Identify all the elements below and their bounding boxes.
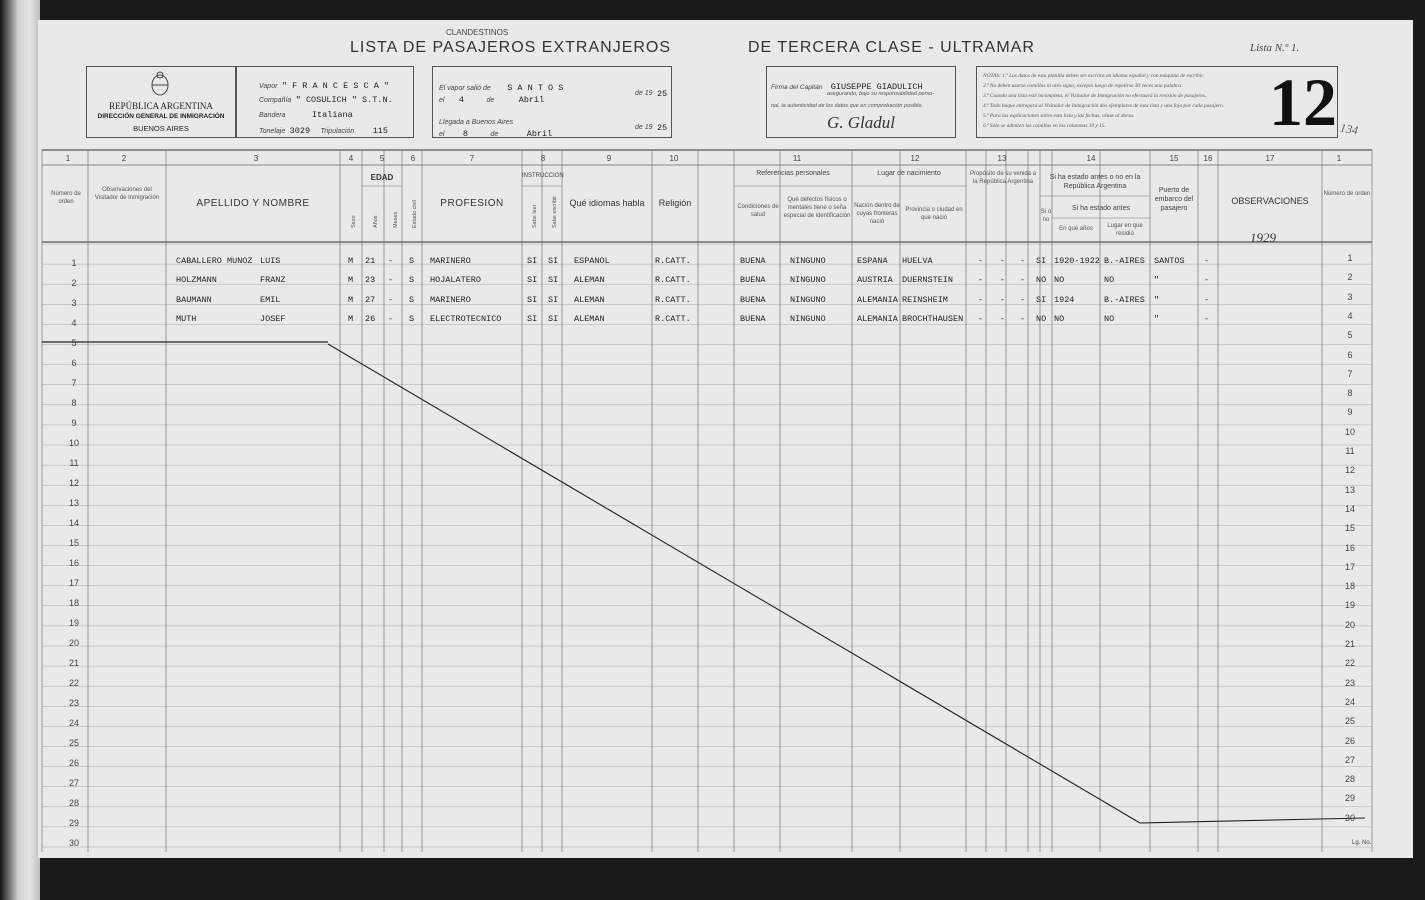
- passenger-idioma: ALEMAN: [574, 275, 605, 286]
- header-sexo: Sexo: [351, 215, 357, 228]
- row-number-right: 30: [1344, 812, 1355, 823]
- notes-box: [976, 66, 1338, 138]
- passenger-anos: 1920-1922: [1054, 256, 1100, 266]
- passenger-p1: -: [978, 313, 984, 324]
- passenger-religion: R.CATT.: [655, 294, 691, 305]
- passenger-p1: -: [978, 256, 984, 266]
- passenger-sexo: M: [348, 275, 354, 286]
- row-number-right: 6: [1347, 349, 1353, 360]
- passenger-religion: R.CATT.: [655, 313, 691, 324]
- passenger-defectos: NINGUNO: [790, 294, 826, 305]
- passenger-nacion: ALEMANIA: [857, 313, 898, 324]
- column-number: 7: [469, 154, 475, 163]
- row-number-right: 8: [1347, 388, 1353, 399]
- passenger-provincia: REINSHEIM: [902, 294, 948, 305]
- passenger-profesion: MARINERO: [430, 256, 471, 266]
- agency-line1: REPÚBLICA ARGENTINA: [109, 101, 213, 111]
- row-number: 15: [68, 538, 79, 548]
- header-apellido-nombre: APELLIDO Y NOMBRE: [196, 198, 310, 209]
- passenger-estuvo: SI: [1036, 256, 1047, 266]
- row-number: 21: [68, 658, 79, 668]
- row-number: 16: [68, 558, 79, 568]
- row-number-right: 7: [1347, 368, 1353, 379]
- passenger-anos: NO: [1054, 275, 1065, 286]
- passenger-religion: R.CATT.: [655, 256, 691, 266]
- passenger-defectos: NINGUNO: [790, 313, 826, 324]
- passenger-sexo: M: [348, 313, 354, 324]
- header-edad: EDAD: [370, 173, 394, 182]
- column-number: 8: [540, 154, 546, 163]
- passenger-idioma: ALEMAN: [574, 313, 605, 324]
- row-number: 7: [71, 378, 77, 388]
- header-observaciones: Observaciones del Visitador de Inmigración: [94, 187, 160, 201]
- passenger-provincia: DUERNSTEIN: [902, 275, 954, 286]
- passenger-escribir: SI: [548, 256, 559, 266]
- passenger-religion: R.CATT.: [655, 275, 691, 286]
- passenger-nombre: FRANZ: [260, 275, 286, 286]
- passenger-p1: -: [978, 294, 984, 305]
- row-number-right: 16: [1344, 542, 1355, 553]
- passenger-edad: 23: [365, 275, 376, 286]
- passenger-p3: -: [1020, 256, 1026, 266]
- passenger-c16: -: [1204, 275, 1210, 286]
- header-numero-orden: Número de orden: [51, 191, 81, 205]
- header-observaciones-2: OBSERVACIONES: [1231, 196, 1309, 206]
- captain-signature: G. Gladul: [827, 113, 895, 132]
- row-number: 28: [68, 798, 79, 808]
- row-number-right: 9: [1347, 407, 1353, 418]
- passenger-puerto: ": [1154, 294, 1160, 305]
- passenger-estado: S: [409, 256, 415, 266]
- passenger-p2: -: [1000, 294, 1006, 305]
- column-number: 1: [65, 154, 71, 163]
- row-number: 29: [68, 818, 79, 828]
- column-number: 12: [910, 154, 920, 163]
- header-estado-antes: Si ha estado antes o no en la República Argentina: [1049, 174, 1141, 190]
- sheet-number: 12: [1269, 64, 1337, 140]
- column-number: 15: [1169, 154, 1179, 163]
- column-number: 10: [669, 154, 679, 163]
- passenger-p1: -: [978, 275, 984, 286]
- passenger-residio: NO: [1104, 313, 1115, 324]
- passenger-leer: SI: [527, 256, 538, 266]
- passenger-estuvo: NO: [1036, 313, 1047, 324]
- passenger-salud: BUENA: [740, 275, 766, 286]
- ship-tonnage: 3029: [289, 126, 311, 136]
- passenger-leer: SI: [527, 313, 538, 324]
- row-number: 22: [68, 678, 79, 688]
- passenger-escribir: SI: [548, 313, 559, 324]
- header-ha-estado: Si ha estado antes: [1072, 205, 1130, 212]
- note-line: 5.ª Para las explicaciones sobre esta lista y las fechas, véase al dorso.: [983, 113, 1135, 119]
- header-si-no: Sí o no: [1040, 209, 1052, 223]
- header-estado-civil: Estado civil: [412, 200, 418, 228]
- passenger-puerto: ": [1154, 313, 1160, 324]
- column-number: 3: [253, 154, 259, 163]
- header-instruccion: INSTRUCCION: [522, 173, 564, 179]
- passenger-p3: -: [1020, 275, 1026, 286]
- row-number-right: 2: [1347, 272, 1353, 283]
- passenger-meses: -: [388, 275, 394, 286]
- lista-number: Lista N.º 1.: [1250, 42, 1300, 54]
- header-puerto: Puerto de embarco del pasajero: [1154, 187, 1194, 212]
- row-number: 20: [68, 638, 79, 648]
- row-number: 3: [71, 298, 77, 308]
- header-anos: Años: [373, 215, 379, 228]
- passenger-apellido: MUTH: [176, 313, 197, 324]
- header-nacion: Nación dentro de cuyas fronteras nació: [854, 203, 900, 225]
- passenger-estado: S: [409, 294, 415, 305]
- passenger-p3: -: [1020, 313, 1026, 324]
- row-number: 27: [68, 778, 79, 788]
- header-numero-orden-2: Número de orden: [1323, 191, 1371, 197]
- column-number: 17: [1265, 154, 1275, 163]
- header-provincia: Provincia o ciudad en que nació: [905, 207, 963, 221]
- row-number-right: 5: [1347, 330, 1353, 341]
- column-number: 5: [379, 154, 385, 163]
- header-religion: Religión: [658, 198, 692, 208]
- ship-crew: 115: [372, 126, 389, 136]
- passenger-p3: -: [1020, 294, 1026, 305]
- row-number: 6: [71, 358, 77, 368]
- row-number: 11: [69, 458, 79, 468]
- passenger-edad: 27: [365, 294, 376, 305]
- passenger-nacion: ESPANA: [857, 256, 888, 266]
- row-number: 5: [71, 338, 77, 348]
- coat-of-arms-icon: [149, 71, 171, 102]
- note-line: NOTAS: 1.ª Los datos de esta planilla deben ser escritos en idioma español y con máquina de escribir.: [983, 73, 1205, 79]
- note-line: 2.ª No deben usarse comillas ni otro signo, excepto luego de repetirse 30 veces una palabra.: [983, 83, 1183, 89]
- page-subtitle: DE TERCERA CLASE - ULTRAMAR: [748, 39, 1035, 56]
- passenger-salud: BUENA: [740, 256, 766, 266]
- row-number: 12: [68, 478, 79, 488]
- passenger-apellido: CABALLERO MUNOZ: [176, 256, 253, 266]
- ship-box: Vapor " F R A N C E S C A " Compañía " COSULICH " S.T.N. Bandera Italiana Tonelaje 3029 Tripulación 115: [236, 66, 414, 138]
- passenger-idioma: ALEMAN: [574, 294, 605, 305]
- cancel-line-bottom: [1140, 818, 1365, 823]
- passenger-provincia: HUELVA: [902, 256, 933, 266]
- ship-name: " F R A N C E S C A ": [281, 81, 389, 91]
- column-number: 14: [1086, 154, 1096, 163]
- passenger-c16: -: [1204, 313, 1210, 324]
- passenger-puerto: ": [1154, 275, 1160, 286]
- passenger-nacion: ALEMANIA: [857, 294, 898, 305]
- header-proposito: Propósito de su venida a la República Argentina: [969, 171, 1037, 185]
- column-number: 4: [348, 154, 354, 163]
- row-number-right: 23: [1344, 677, 1355, 688]
- passenger-profesion: MARINERO: [430, 294, 471, 305]
- passenger-estado: S: [409, 275, 415, 286]
- year-note: 1929: [1250, 230, 1276, 245]
- row-number-right: 25: [1344, 716, 1355, 727]
- passenger-edad: 26: [365, 313, 376, 324]
- row-number: 1: [71, 258, 77, 268]
- row-number: 2: [71, 278, 77, 288]
- footer-mark: Lg. No.: [1352, 840, 1372, 846]
- voyage-box: El vapor salió de S A N T O S el 4 de Abril de 19 25 Llegada a Buenos Aires el 8 de Abril de 19 25: [432, 66, 672, 138]
- departure-month: Abril: [518, 95, 545, 105]
- row-number-right: 28: [1344, 774, 1355, 785]
- departure-port: S A N T O S: [507, 83, 564, 93]
- agency-box: [86, 66, 236, 138]
- row-number: 30: [68, 838, 79, 848]
- row-number: 24: [68, 718, 79, 728]
- passenger-residio: B.-AIRES: [1104, 256, 1145, 266]
- passenger-anos: NO: [1054, 313, 1065, 324]
- passenger-p2: -: [1000, 275, 1006, 286]
- row-number: 17: [68, 578, 79, 588]
- row-number-right: 14: [1344, 503, 1355, 514]
- row-number: 8: [71, 398, 77, 408]
- row-number-right: 3: [1347, 291, 1353, 302]
- ship-flag: Italiana: [311, 110, 353, 120]
- passenger-defectos: NINGUNO: [790, 256, 826, 266]
- column-number: 6: [410, 154, 416, 163]
- row-number-right: 19: [1344, 600, 1355, 611]
- passenger-meses: -: [388, 294, 394, 305]
- passenger-nombre: EMIL: [260, 294, 281, 305]
- row-number: 14: [68, 518, 79, 528]
- row-number-right: 24: [1344, 696, 1355, 707]
- row-number-right: 12: [1344, 465, 1355, 476]
- agency-line3: BUENOS AIRES: [133, 124, 189, 133]
- row-number-right: 13: [1344, 484, 1355, 495]
- passenger-estado: S: [409, 313, 415, 324]
- note-line: 3.ª Cuando una lista esté incompleta, el Visitador de Inmigración no efectuará la revisión de pasajeros.: [983, 93, 1207, 99]
- note-line: 6.ª Sólo se admiten las comillas en las columnas 10 y 15.: [983, 123, 1106, 129]
- column-number: 1: [1336, 154, 1342, 163]
- ship-company: " COSULICH " S.T.N.: [295, 95, 393, 105]
- passenger-nombre: JOSEF: [260, 313, 286, 324]
- row-number: 26: [68, 758, 79, 768]
- page-title: LISTA DE PASAJEROS EXTRANJEROS: [350, 39, 672, 56]
- row-number-right: 20: [1344, 619, 1355, 630]
- row-number: 4: [71, 318, 77, 328]
- row-number-right: 22: [1344, 658, 1355, 669]
- passenger-sexo: M: [348, 256, 354, 266]
- agency-line2: DIRECCIÓN GENERAL DE INMIGRACIÓN: [97, 113, 225, 120]
- passenger-provincia: BROCHTHAUSEN: [902, 313, 964, 324]
- passenger-c16: -: [1204, 256, 1210, 266]
- passenger-idioma: ESPANOL: [574, 256, 610, 266]
- passenger-puerto: SANTOS: [1154, 256, 1185, 266]
- header-profesion: PROFESION: [440, 198, 504, 209]
- passenger-nombre: LUIS: [260, 256, 281, 266]
- column-number: 2: [121, 154, 127, 163]
- passenger-c16: -: [1204, 294, 1210, 305]
- passenger-salud: BUENA: [740, 294, 766, 305]
- header-referencias: Referencias personales: [756, 170, 830, 177]
- row-number-right: 10: [1344, 426, 1355, 437]
- passenger-escribir: SI: [548, 275, 559, 286]
- header-lugar-residio: Lugar en que residió: [1107, 223, 1143, 237]
- passenger-profesion: ELECTROTECNICO: [430, 313, 502, 324]
- row-number-right: 21: [1344, 639, 1355, 649]
- margin-note: 134: [1339, 120, 1360, 138]
- passenger-residio: B.-AIRES: [1104, 294, 1145, 305]
- row-number-right: 29: [1344, 793, 1355, 804]
- row-number: 19: [68, 618, 79, 628]
- passenger-sexo: M: [348, 294, 354, 305]
- passenger-escribir: SI: [548, 294, 559, 305]
- passenger-estuvo: SI: [1036, 294, 1047, 305]
- passenger-estuvo: NO: [1036, 275, 1047, 286]
- header-meses: Meses: [393, 211, 399, 228]
- passenger-meses: -: [388, 313, 394, 324]
- passenger-p2: -: [1000, 256, 1006, 266]
- passenger-profesion: HOJALATERO: [430, 275, 482, 286]
- passenger-apellido: HOLZMANN: [176, 275, 217, 286]
- header-defectos: Qué defectos físicos o mentales tiene o seña especial de identificación: [783, 197, 851, 219]
- captain-box: Firma del Capitán GIUSEPPE GIADULICH asegurando, bajo su responsabilidad perso- nal, la autenticidad de los datos que en comprobación posible. G. Gladul: [766, 66, 956, 138]
- row-number: 23: [68, 698, 79, 708]
- passenger-defectos: NINGUNO: [790, 275, 826, 286]
- row-number-right: 11: [1345, 446, 1355, 456]
- passenger-anos: 1924: [1054, 294, 1075, 305]
- passenger-residio: NO: [1104, 275, 1115, 286]
- passenger-p2: -: [1000, 313, 1006, 324]
- passenger-nacion: AUSTRIA: [857, 275, 893, 286]
- row-number-right: 27: [1344, 754, 1355, 765]
- passenger-apellido: BAUMANN: [176, 294, 212, 305]
- row-number: 13: [68, 498, 79, 508]
- header-idiomas: Qué idiomas habla: [569, 198, 645, 208]
- note-line: 4.ª Todo buque entregará al Visitador de Inmigración dos ejemplares de esta lista y una foja por cada pasajero.: [983, 103, 1225, 109]
- header-sabe-escribir: Sabe escribir: [552, 195, 558, 228]
- row-number-right: 18: [1344, 581, 1355, 592]
- passenger-leer: SI: [527, 275, 538, 286]
- row-number: 25: [68, 738, 79, 748]
- column-number: 16: [1203, 154, 1213, 163]
- row-number-right: 4: [1347, 310, 1353, 321]
- captain-name: GIUSEPPE GIADULICH: [830, 82, 923, 92]
- row-number-right: 26: [1344, 735, 1355, 746]
- header-salud: Condiciones de salud: [737, 204, 779, 218]
- header-en-que-anos: En qué años: [1059, 226, 1093, 232]
- row-number-right: 1: [1347, 253, 1353, 263]
- row-number: 9: [71, 418, 77, 428]
- arrival-month: Abril: [526, 129, 553, 139]
- row-number: 18: [68, 598, 79, 608]
- row-number-right: 15: [1344, 523, 1355, 534]
- column-number: 13: [997, 154, 1007, 163]
- row-number: 10: [68, 438, 79, 448]
- passenger-edad: 21: [365, 256, 376, 266]
- passenger-meses: -: [388, 256, 394, 266]
- passenger-salud: BUENA: [740, 313, 766, 324]
- column-number: 9: [606, 154, 612, 163]
- row-number-right: 17: [1344, 561, 1355, 572]
- passenger-leer: SI: [527, 294, 538, 305]
- header-sabe-leer: Sabe leer: [532, 204, 538, 228]
- header-lugar: Lugar de nacimiento: [877, 170, 941, 177]
- column-number: 11: [792, 154, 802, 163]
